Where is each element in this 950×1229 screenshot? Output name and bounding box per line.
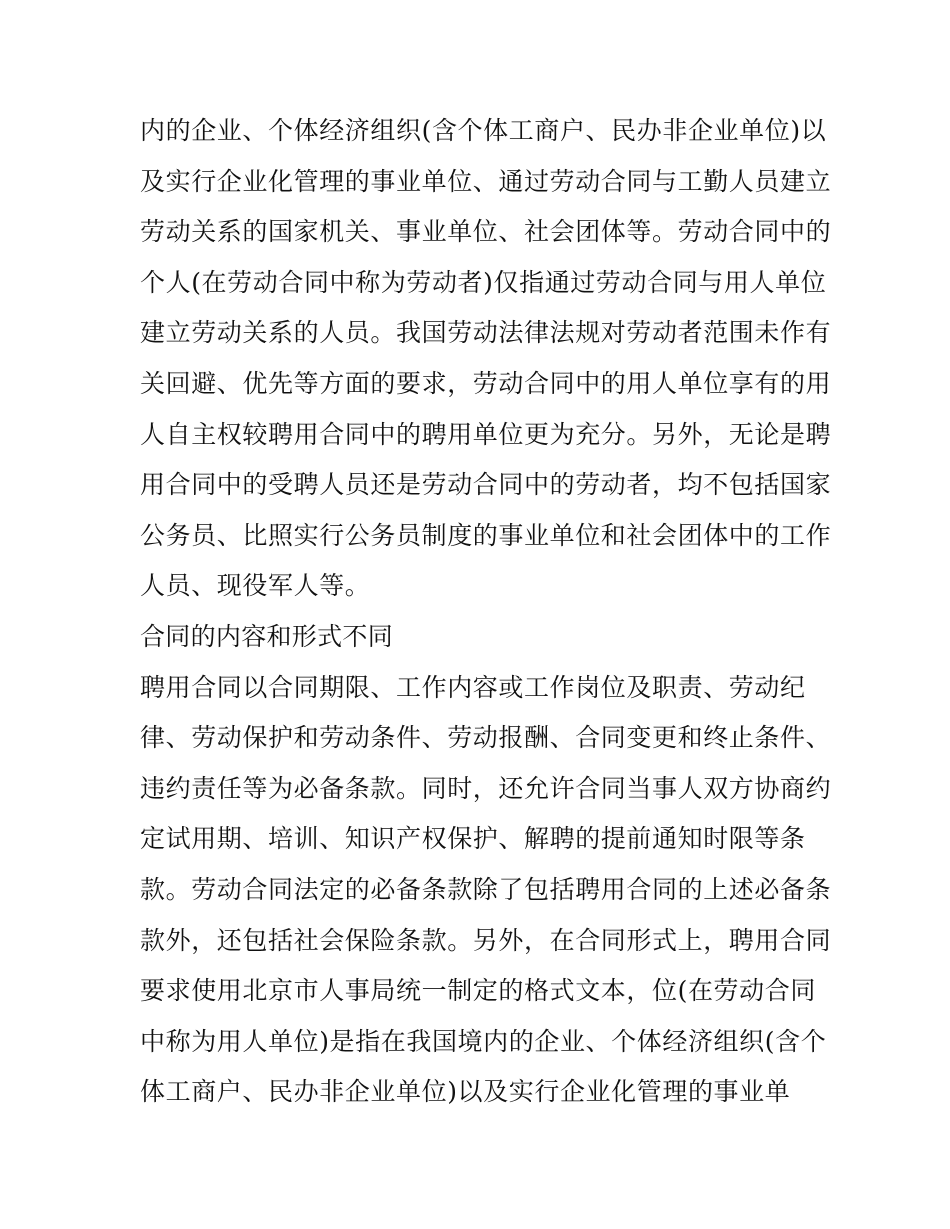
text-line: 公务员、比照实行公务员制度的事业单位和社会团体中的工作 (140, 520, 832, 550)
section-heading: 合同的内容和形式不同 (140, 621, 394, 651)
text-line: 中称为用人单位)是指在我国境内的企业、个体经济组织(含个 (140, 1026, 827, 1056)
text-line: 体工商户、民办非企业单位)以及实行企业化管理的事业单 (140, 1077, 791, 1107)
text-line: 劳动关系的国家机关、事业单位、社会团体等。劳动合同中的 (140, 217, 832, 247)
text-line: 律、劳动保护和劳动条件、劳动报酬、合同变更和终止条件、 (140, 723, 832, 753)
text-line: 违约责任等为必备条款。同时，还允许合同当事人双方协商约 (140, 773, 832, 803)
text-line: 款外，还包括社会保险条款。另外，在合同形式上，聘用合同 (140, 925, 832, 955)
text-line: 人员、现役军人等。 (140, 571, 371, 601)
text-line: 个人(在劳动合同中称为劳动者)仅指通过劳动合同与用人单位 (140, 267, 827, 297)
text-line: 关回避、优先等方面的要求，劳动合同中的用人单位享有的用 (140, 368, 832, 398)
text-line: 内的企业、个体经济组织(含个体工商户、民办非企业单位)以 (140, 116, 827, 145)
text-line: 定试用期、培训、知识产权保护、解聘的提前通知时限等条 (140, 824, 806, 854)
text-line: 人自主权较聘用合同中的聘用单位更为充分。另外，无论是聘 (140, 419, 832, 449)
text-line: 款。劳动合同法定的必备条款除了包括聘用合同的上述必备条 (140, 874, 832, 904)
text-line: 建立劳动关系的人员。我国劳动法律法规对劳动者范围未作有 (140, 318, 832, 348)
text-line: 聘用合同以合同期限、工作内容或工作岗位及职责、劳动纪 (140, 672, 806, 702)
text-line: 及实行企业化管理的事业单位、通过劳动合同与工勤人员建立 (140, 166, 832, 196)
text-line: 要求使用北京市人事局统一制定的格式文本，位(在劳动合同 (140, 976, 816, 1006)
document-body (140, 106, 832, 1118)
text-line: 用合同中的受聘人员还是劳动合同中的劳动者，均不包括国家 (140, 470, 832, 500)
